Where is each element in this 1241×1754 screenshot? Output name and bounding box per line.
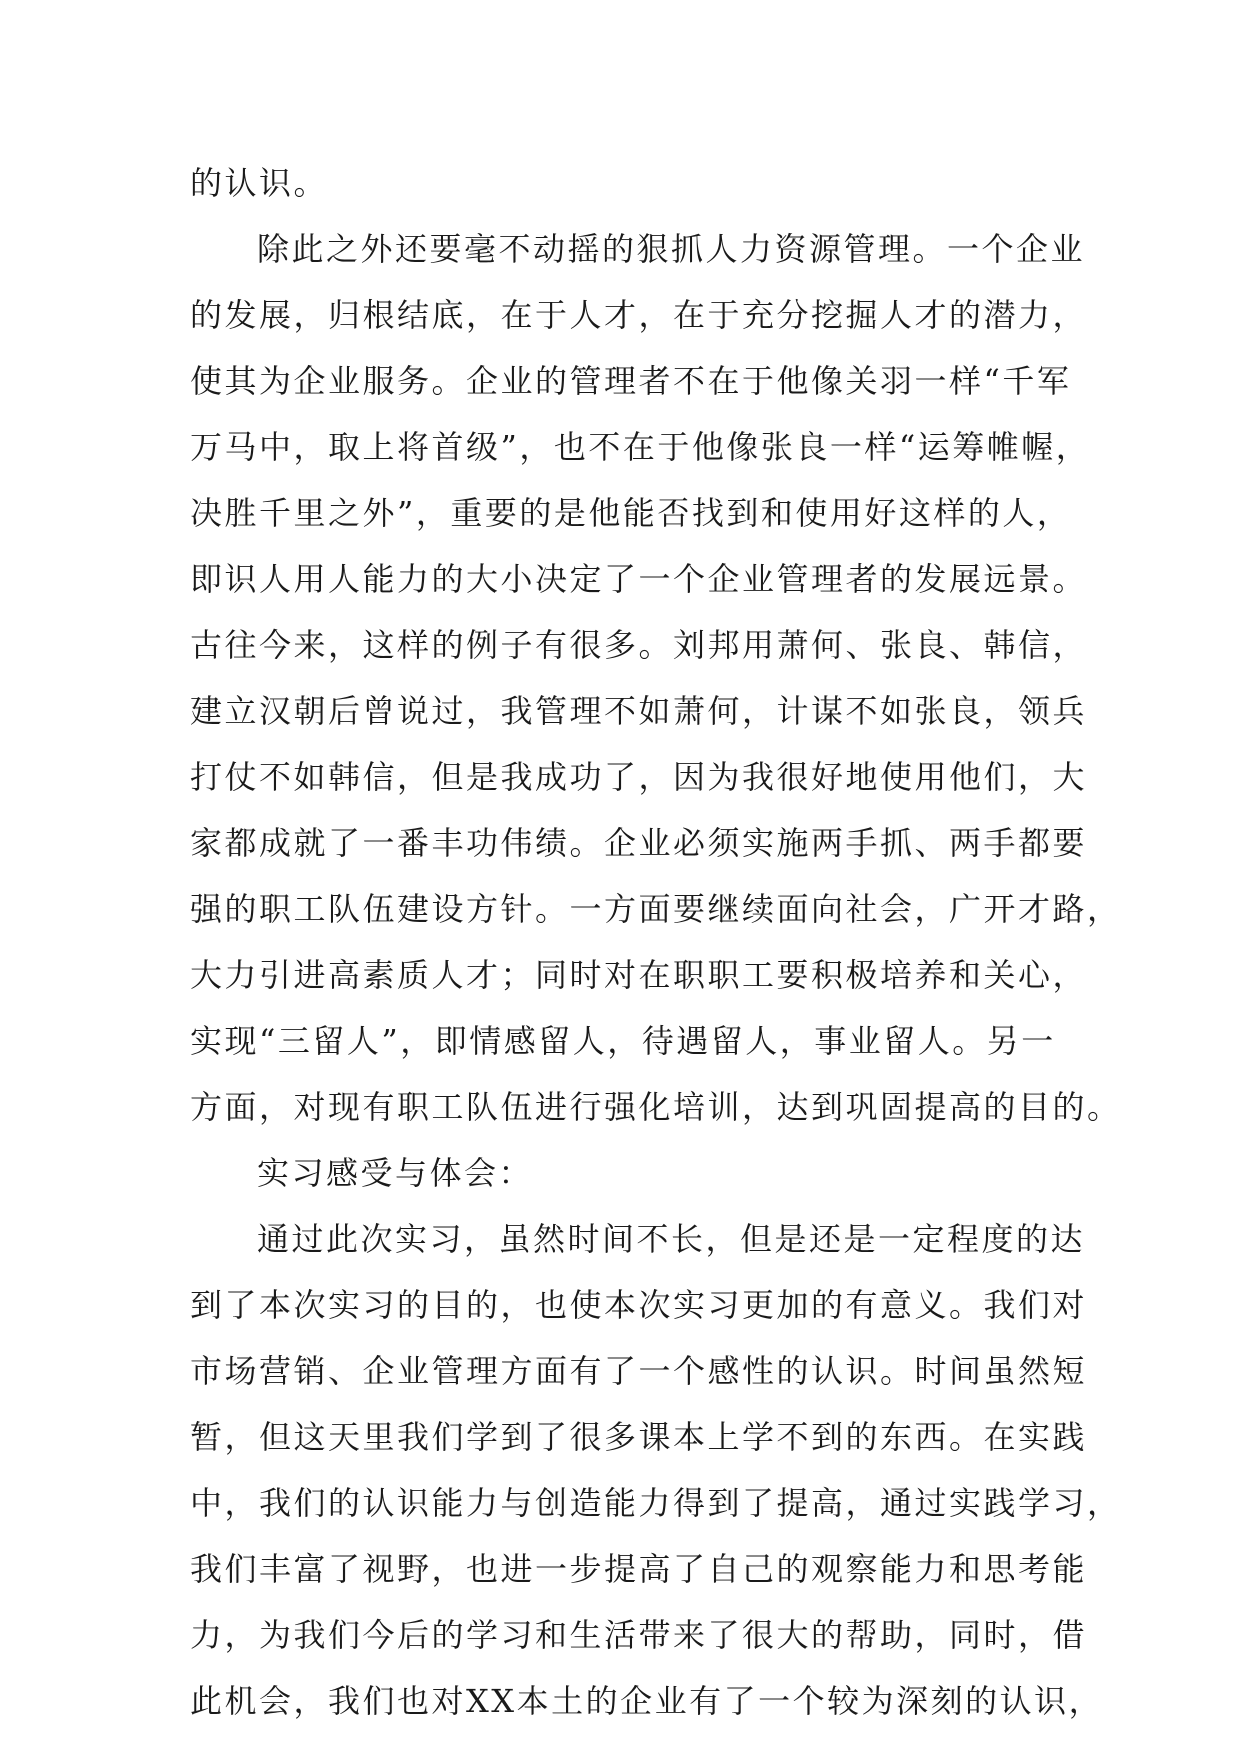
body-text: [190, 150, 1122, 1734]
text-line: 此机会，我们也对XX本土的企业有了一个较为深刻的认识，: [190, 1682, 1104, 1720]
text-line: 的发展，归根结底，在于人才，在于充分挖掘人才的潜力，: [190, 296, 1088, 334]
text-line: 力，为我们今后的学习和生活带来了很大的帮助，同时，借: [190, 1616, 1088, 1654]
section-heading: 实习感受与体会：: [257, 1154, 534, 1192]
text-line: 建立汉朝后曾说过，我管理不如萧何，计谋不如张良，领兵: [190, 692, 1088, 730]
text-line: 打仗不如韩信，但是我成功了，因为我很好地使用他们，大: [190, 758, 1088, 796]
text-line: 决胜千里之外”，重要的是他能否找到和使用好这样的人，: [190, 494, 1072, 532]
text-line: 大力引进高素质人才；同时对在职职工要积极培养和关心，: [190, 956, 1088, 994]
text-line: 强的职工队伍建设方针。一方面要继续面向社会，广开才路，: [190, 890, 1122, 928]
text-line: 市场营销、企业管理方面有了一个感性的认识。时间虽然短: [190, 1352, 1088, 1390]
text-line: 使其为企业服务。企业的管理者不在于他像关羽一样“千军: [190, 362, 1072, 400]
text-line: 实现“三留人”，即情感留人，待遇留人，事业留人。另一: [190, 1022, 1056, 1060]
paragraph-first-line: 通过此次实习，虽然时间不长，但是还是一定程度的达: [257, 1220, 1086, 1258]
paragraph-first-line: 除此之外还要毫不动摇的狠抓人力资源管理。一个企业: [257, 230, 1086, 268]
text-line: 家都成就了一番丰功伟绩。企业必须实施两手抓、两手都要: [190, 824, 1088, 862]
text-line: 暂，但这天里我们学到了很多课本上学不到的东西。在实践: [190, 1418, 1088, 1456]
text-line: 古往今来，这样的例子有很多。刘邦用萧何、张良、韩信，: [190, 626, 1088, 664]
text-line: 万马中，取上将首级”，也不在于他像张良一样“运筹帷幄，: [190, 428, 1091, 466]
text-line: 方面，对现有职工队伍进行强化培训，达到巩固提高的目的。: [190, 1088, 1122, 1126]
text-line: 中，我们的认识能力与创造能力得到了提高，通过实践学习，: [190, 1484, 1122, 1522]
text-line: 我们丰富了视野，也进一步提高了自己的观察能力和思考能: [190, 1550, 1088, 1588]
text-line: 的认识。: [190, 164, 329, 202]
text-line: 即识人用人能力的大小决定了一个企业管理者的发展远景。: [190, 560, 1088, 598]
text-line: 到了本次实习的目的，也使本次实习更加的有意义。我们对: [190, 1286, 1088, 1324]
